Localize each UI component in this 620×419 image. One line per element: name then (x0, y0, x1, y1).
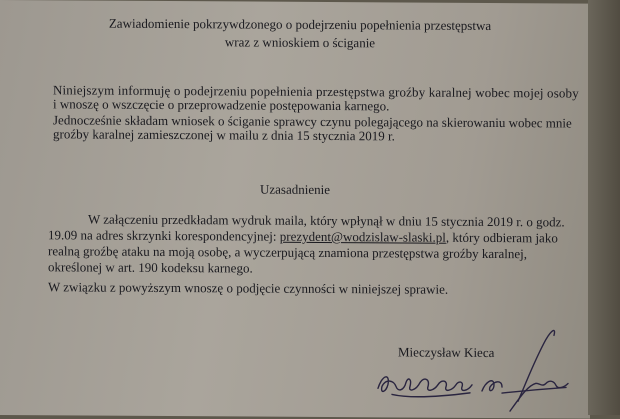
paragraph-3-line-4: określonej w art. 190 kodeksu karnego. (48, 259, 253, 276)
background-edge (588, 0, 620, 415)
paragraph-3-line-1: W załączeniu przedkładam wydruk maila, który wpłynął w dniu 15 stycznia 2019 r. o godz. (88, 211, 565, 230)
paragraph-3-line-2-start: 19.09 na adres skrzynki korespondencyjnej: (48, 227, 280, 244)
email-link[interactable]: prezydent@wodzislaw-slaski.pl (279, 228, 446, 245)
paragraph-2-line-1: Jednocześnie składam wniosek o ściganie sprawcy czynu polegającego na skierowaniu wobec mnie (53, 112, 572, 131)
document-title-line-1: Zawiadomienie pokrzywdzonego o podejrzeniu popełnienia przestępstwa (108, 15, 492, 34)
paragraph-4: W związku z powyższym wnoszę o podjęcie czynności w niniejszej sprawie. (48, 279, 449, 297)
paragraph-1-line-1: Niniejszym informuję o podejrzeniu popełnienia przestępstwa groźby karalnej wobec mojej osoby (53, 82, 579, 101)
handwritten-signature (370, 320, 570, 418)
paragraph-1-line-2: i wnoszę o wszczęcie o przeprowadzenie postępowania karnego. (53, 96, 390, 114)
signatory-name: Mieczysław Kieca (398, 344, 495, 361)
paragraph-3-line-2-end: , który odbieram jako (445, 229, 558, 246)
document-title-line-2: wraz z wnioskiem o ściganie (224, 34, 376, 51)
paragraph-2-line-2: groźby karalnej zamieszczonej w mailu z dnia 15 stycznia 2019 r. (53, 126, 395, 144)
paragraph-3-line-3: realną groźbę ataku na moją osobę, a wyczerpującą znamiona przestępstwa groźby karalnej, (48, 243, 527, 262)
section-heading: Uzasadnienie (260, 181, 331, 198)
